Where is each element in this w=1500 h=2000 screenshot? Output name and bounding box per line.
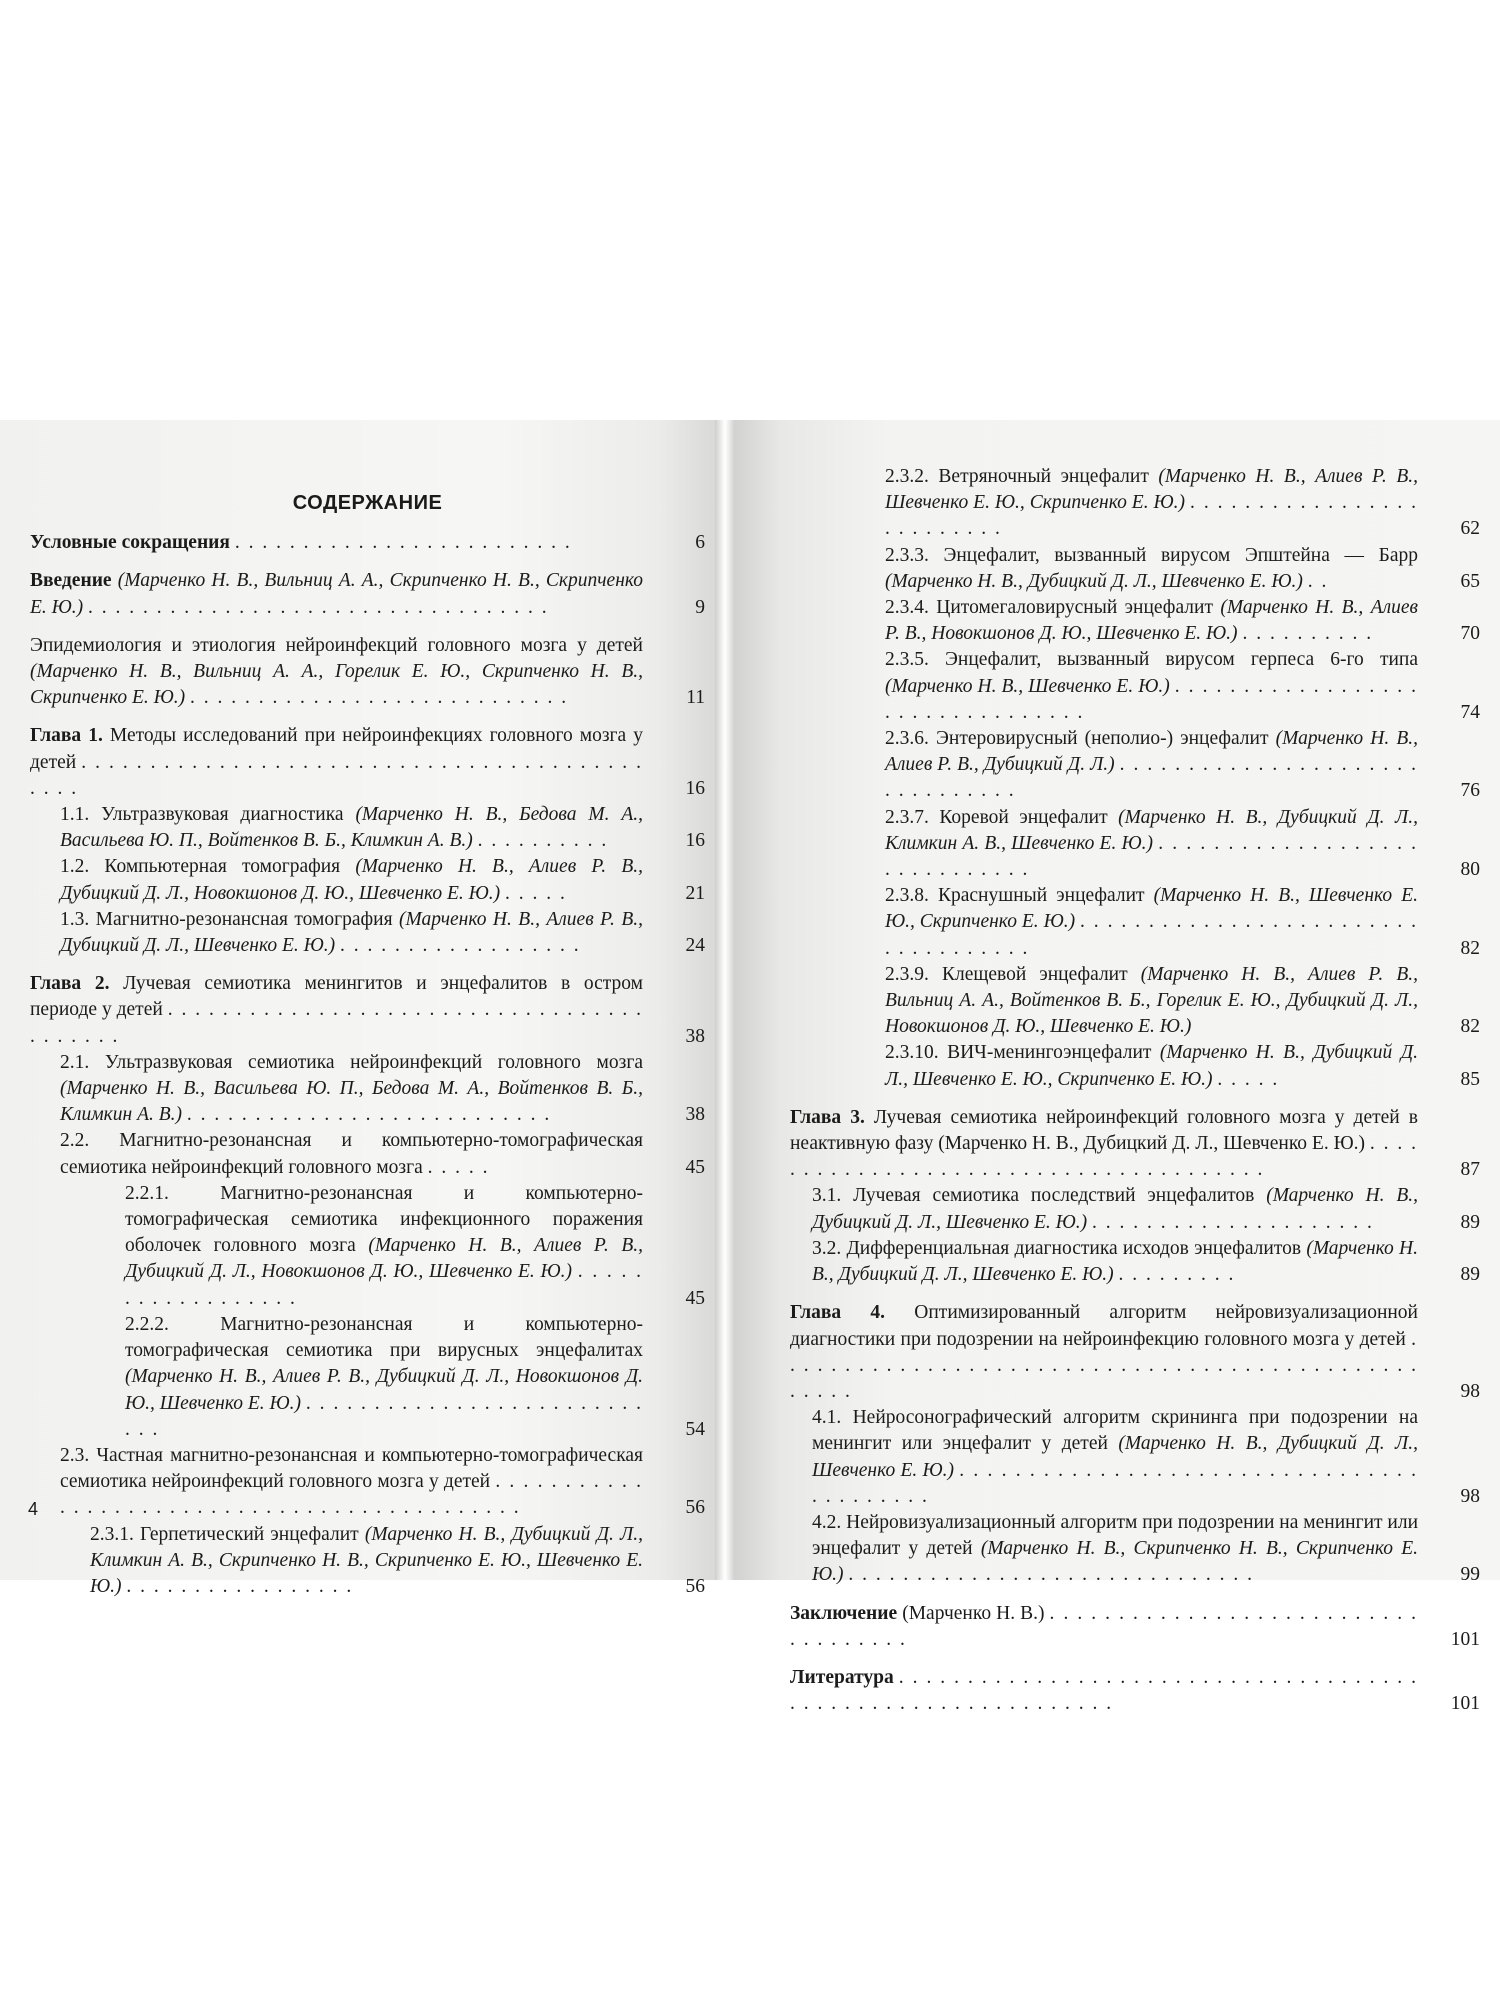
toc-entry-authors: (Марченко Н. В., Алиев Р. В., Дубицкий Д. Л., Новокшонов Д. Ю., Шевченко Е. Ю.) [125,1235,643,1283]
toc-chapter [790,1300,1480,1405]
toc-entry [30,1128,705,1180]
toc-page-number: 21 [685,882,705,904]
toc-entry-label: 2.3.10. ВИЧ-менингоэнцефалит [885,1042,1152,1064]
toc-dots: . . . . . . . . . . . . . . . . . . [339,935,581,957]
toc-entry-label: Литература [790,1666,894,1688]
toc-page-number: 11 [686,687,705,709]
toc-entry-label: 1.1. Ультразвуковая диагностика [60,804,344,826]
toc-entry [30,1050,705,1129]
toc-entry-authors: (Марченко Н. В., Дубицкий Д. Л., Шевченко Е. Ю., Скрипченко Е. Ю.) [885,1042,1419,1090]
toc-dots: . . . . . . . . . . . . . . . . . . . . . . . . . . . . . . . . . [885,675,1419,723]
toc-page-number: 76 [1460,780,1480,802]
toc-entry-label: 2.2.2. Магнитно-резонансная и компьютерно-томографическая семиотика при вирусных энцефалитах [125,1313,643,1362]
toc-entry-authors: (Марченко Н. В., Алиев Р. В., Новокшонов Д. Ю., Шевченко Е. Ю.) [885,597,1418,645]
toc-entry [30,1443,705,1522]
toc-entry-label: 3.2. Дифференциальная диагностика исходов энцефалитов [812,1237,1302,1259]
toc-entry-label: 2.3.5. Энцефалит, вызванный вирусом герпеса 6-го типа [885,649,1418,671]
book-spread [0,420,1500,1715]
toc-dots: . . . . . . . . . . . . . . . . . [126,1575,354,1597]
toc-page-number: 70 [1460,623,1480,645]
toc-entry-label: 2.1. Ультразвуковая семиотика нейроинфекций головного мозга [60,1051,643,1073]
toc-entry [790,726,1480,805]
toc-dots: . . . . . . . . . . . . . . . . . . . . . . . . . . . . . . [848,1564,1254,1586]
toc-entry-label: 4.1. Нейросонографический алгоритм скрининга при подозрении на менингит или энцефалит у детей [812,1407,1418,1455]
toc-chapter [30,971,705,1050]
toc-chapter-prefix: Глава 3. [790,1106,865,1128]
toc-page-number: 80 [1460,859,1480,881]
toc-entry [790,1510,1480,1589]
toc-dots: . . . . . . . . . . . . . . . . . . . . . [1091,1211,1374,1233]
toc-entry-label: Лучевая семиотика нейроинфекций головного мозга у детей в неактивную фазу [790,1106,1418,1155]
toc-entry-label: 2.3.4. Цитомегаловирусный энцефалит [885,597,1213,619]
toc-entry-label: 2.3.8. Краснушный энцефалит [885,885,1145,907]
toc-entry [790,1665,1480,1717]
left-page [0,420,715,1597]
toc-entry-authors: (Марченко Н. В., Дубицкий Д. Л., Климкин А. В., Скрипченко Н. В., Скрипченко Е. Ю., Шевченко Е. Ю.) [90,1523,644,1597]
toc-dots: . . . . . . . . . . . . . . . . . . . . . . . . . . . . . . . . . . . . . . . . . . . . . . . . . . . . [790,1328,1418,1402]
toc-dots: . . . . . [427,1156,490,1178]
toc-entry [30,568,705,620]
toc-page-number: 16 [685,830,705,852]
page-number: 4 [28,1499,39,1519]
toc-entry [30,802,705,854]
toc-entry-label: 1.3. Магнитно-резонансная томография [60,908,393,930]
toc-dots: . . . . . . . . . . . . . . . . . . . . . . . . . . . . . . [885,832,1419,881]
toc-page-number: 38 [685,1104,705,1126]
toc-dots: . . . . . . . . . . . . . . . . . . . . . . . . . . . . [190,687,569,709]
toc-entry-authors: (Марченко Н. В., Шевченко Е. Ю.) [885,675,1170,697]
toc-entry-label: 2.3.1. Герпетический энцефалит [90,1523,359,1545]
toc-entry [790,1601,1480,1653]
toc-page-number: 101 [1450,1693,1480,1715]
toc-entry-label: Введение [30,570,112,592]
toc-page-number: 38 [685,1025,705,1047]
toc-chapter-prefix: Глава 1. [30,725,103,747]
toc-entry [790,1040,1480,1092]
toc-entry-authors: (Марченко Н. В., Алиев Р. В., Вильниц А. А., Войтенков В. Б., Горелик Е. Ю., Дубицкий Д. Л., Новокшонов Д. Ю., Шевченко Е. Ю.) [885,963,1418,1038]
toc-entry-authors: (Марченко Н. В., Алиев Р. В., Дубицкий Д. Л.) [885,728,1418,776]
toc-page-number: 24 [685,935,705,957]
toc-dots: . . . . . . . . . . . . . . . . . . . . . . . . . . . . [125,1392,643,1440]
toc-page-number: 56 [685,1575,705,1597]
toc-entry-authors: (Марченко Н. В.) [902,1602,1045,1624]
toc-dots: . . . . . . . . . [1118,1264,1236,1286]
toc-dots: . . . . . . . . . . . . . . . . . . . . . . . . . . [885,492,1419,540]
toc-page-number: 82 [1460,937,1480,959]
toc-dots: . . . . . . . . . . . . . . . . . . . . . . . . . . . . . . . . . . . . . . . . . . [812,1459,1418,1507]
toc-page-number: 74 [1460,701,1480,723]
toc-title: СОДЕРЖАНИЕ [292,492,443,514]
toc-page-number: 56 [685,1497,705,1519]
toc-entry-authors: (Марченко Н. В., Шевченко Е. Ю., Скрипченко Е. Ю.) [885,885,1418,933]
toc-entry-authors: (Марченко Н. В., Васильева Ю. П., Бедова М. А., Войтенков В. Б., Климкин А. В.) [60,1078,643,1126]
toc-page-number: 6 [695,532,705,554]
toc-entry-label: 2.3.3. Энцефалит, вызванный вирусом Эпштейна — Барр [885,544,1418,566]
toc-entry [790,962,1480,1041]
toc-entry-label: 2.3.6. Энтеровирусный (неполио-) энцефалит [885,728,1269,750]
toc-entry-label: 2.3. Частная магнитно-резонансная и компьютерно-томографическая семиотика нейроинфекций головного мозга у детей [60,1444,643,1493]
toc-entry-authors: (Марченко Н. В., Алиев Р. В., Дубицкий Д. Л., Шевченко Е. Ю.) [60,908,644,957]
toc-page-number: 98 [1460,1380,1480,1402]
toc-page-number: 98 [1460,1485,1480,1507]
toc-dots: . . . . . . . . . . . . . . . . . . . . . . . . . . . . . . . . . . . . [790,1602,1419,1650]
toc-dots: . . . . . . . . . . . . . . . . . . . . . . . . . . . . . . . . . . . . . . . [790,1133,1419,1181]
left-toc [30,490,705,1600]
toc-entry [790,805,1480,884]
toc-entry-label: 2.3.7. Коревой энцефалит [885,806,1108,828]
toc-entry-label: 2.2.1. Магнитно-резонансная и компьютерно-томографическая семиотика инфекционного поражения оболочек головного мозга [125,1182,643,1257]
toc-page-number: 45 [685,1287,705,1309]
toc-entry [30,1181,705,1312]
toc-page-number: 89 [1460,1264,1480,1286]
toc-dots: . . . . . [1217,1068,1280,1090]
toc-entry [790,543,1480,595]
toc-entry-authors: (Марченко Н. В., Вильниц А. А., Горелик Е. Ю., Скрипченко Н. В., Скрипченко Е. Ю.) [30,661,643,709]
toc-entry [790,464,1480,543]
toc-entry-label: 3.1. Лучевая семиотика последствий энцефалитов [812,1185,1255,1207]
toc-entry-authors: (Марченко Н. В., Дубицкий Д. Л., Шевченко Е. Ю.) [812,1433,1418,1481]
toc-entry [30,1522,705,1601]
toc-page-number: 99 [1460,1564,1480,1586]
toc-entry-label: Лучевая семиотика менингитов и энцефалитов в остром периоде у детей [30,973,643,1021]
toc-dots: . . . . . . . . . . . . . . . . . . [125,1261,644,1309]
toc-entry-authors: (Марченко Н. В., Скрипченко Н. В., Скрипченко Е. Ю.) [812,1538,1418,1586]
toc-entry [30,907,705,959]
toc-entry [30,854,705,906]
toc-entry [790,595,1480,647]
toc-entry-authors: (Марченко Н. В., Алиев Р. В., Дубицкий Д. Л., Новокшонов Д. Ю., Шевченко Е. Ю.) [60,856,643,904]
toc-page-number: 89 [1460,1211,1480,1233]
toc-dots: . . . . . [505,882,567,904]
toc-entry-label: Методы исследований при нейроинфекциях головного мозга у детей [30,725,643,773]
toc-page-number: 62 [1460,518,1480,540]
toc-page-number: 9 [695,596,705,618]
toc-entry-authors: (Марченко Н. В., Дубицкий Д. Л., Шевченко Е. Ю.) [812,1237,1419,1286]
toc-chapter [790,1105,1480,1184]
toc-entry-label: 1.2. Компьютерная томография [60,856,341,878]
toc-entry-label: 4.2. Нейровизуализационный алгоритм при подозрении на менингит или энцефалит у детей [812,1511,1419,1560]
toc-page-number: 65 [1460,570,1480,592]
toc-dots: . . . . . . . . . . . . . . . . . . . . . . . . . . . . . . . . [885,754,1419,802]
toc-dots: . . . . . . . . . . [477,830,609,852]
right-page [735,420,1500,1715]
toc-chapter [30,723,705,802]
toc-dots: . . [1307,570,1329,592]
toc-page-number: 54 [685,1418,705,1440]
toc-dots: . . . . . . . . . . . . . . . . . . . . . . . . . . . . . . . . . . . . . . . . . . . . . . . . . . . . . . . . . . . . . . [790,1666,1419,1715]
toc-dots: . . . . . . . . . . . . . . . . . . . . . . . . . . . . . . . . . . . . . . . . . . . . . [60,1471,644,1519]
toc-entry-label: Оптимизированный алгоритм нейровизуализационной диагностики при подозрении на нейроинфекцию головного мозга у детей [790,1302,1418,1350]
toc-entry-authors: (Марченко Н. В., Алиев Р. В., Дубицкий Д. Л., Новокшонов Д. Ю., Шевченко Е. Ю.) [125,1366,643,1414]
toc-entry [790,647,1480,726]
toc-dots: . . . . . . . . . . . . . . . . . . . . . . . . . [234,532,572,554]
toc-page-number: 87 [1460,1159,1480,1181]
toc-entry-authors: (Марченко Н. В., Бедова М. А., Васильева Ю. П., Войтенков В. Б., Климкин А. В.) [60,804,643,852]
toc-dots: . . . . . . . . . . . . . . . . . . . . . . . . . . . . . . . . . . . . [885,911,1418,959]
toc-page-number: 16 [685,777,705,799]
toc-entry-authors: (Марченко Н. В., Алиев Р. В., Шевченко Е. Ю., Скрипченко Е. Ю.) [885,466,1418,514]
toc-entry [30,633,705,712]
toc-page-number: 82 [1460,1016,1480,1038]
toc-entry-label: Заключение [790,1602,898,1624]
right-toc [790,464,1480,1717]
toc-entry-authors: (Марченко Н. В., Дубицкий Д. Л., Шевченко Е. Ю.) [938,1133,1366,1155]
toc-entry [790,1236,1480,1288]
toc-entry [790,1183,1480,1235]
toc-chapter-prefix: Глава 2. [30,973,110,995]
toc-dots: . . . . . . . . . . . . . . . . . . . . . . . . . . . . . . . . . . [88,596,549,618]
toc-entry-authors: (Марченко Н. В., Дубицкий Д. Л., Шевченко Е. Ю.) [812,1185,1418,1233]
toc-entry-label: 2.2. Магнитно-резонансная и компьютерно-томографическая семиотика нейроинфекций головного мозга [60,1130,643,1178]
toc-entry-label: 2.3.9. Клещевой энцефалит [885,963,1128,985]
toc-entry [790,883,1480,962]
book-gutter [715,420,735,1580]
toc-entry-authors: (Марченко Н. В., Вильниц А. А., Скрипченко Н. В., Скрипченко Е. Ю.) [30,570,644,618]
toc-entry-label: 2.3.2. Ветряночный энцефалит [885,466,1149,487]
toc-page-number: 85 [1460,1068,1480,1090]
toc-dots: . . . . . . . . . . [1242,623,1374,645]
toc-page-number: 101 [1450,1628,1480,1650]
toc-entry-label: Эпидемиология и этиология нейроинфекций головного мозга у детей [30,634,643,656]
toc-page-number: 45 [685,1156,705,1178]
toc-dots: . . . . . . . . . . . . . . . . . . . . . . . . . . . [186,1104,552,1126]
toc-chapter-prefix: Глава 4. [790,1302,886,1324]
toc-entry [790,1405,1480,1510]
toc-entry [30,1312,705,1443]
toc-entry-authors: (Марченко Н. В., Дубицкий Д. Л., Шевченко Е. Ю.) [885,570,1303,592]
toc-entry-authors: (Марченко Н. В., Дубицкий Д. Л., Климкин А. В., Шевченко Е. Ю.) [885,806,1419,854]
toc-dots: . . . . . . . . . . . . . . . . . . . . . . . . . . . . . . . . . . . . . . . . . . [30,999,644,1047]
toc-dots: . . . . . . . . . . . . . . . . . . . . . . . . . . . . . . . . . . . . . . . . . . . . . [30,751,644,799]
toc-entry-label: Условные сокращения [30,532,230,554]
toc-entry [30,530,705,556]
